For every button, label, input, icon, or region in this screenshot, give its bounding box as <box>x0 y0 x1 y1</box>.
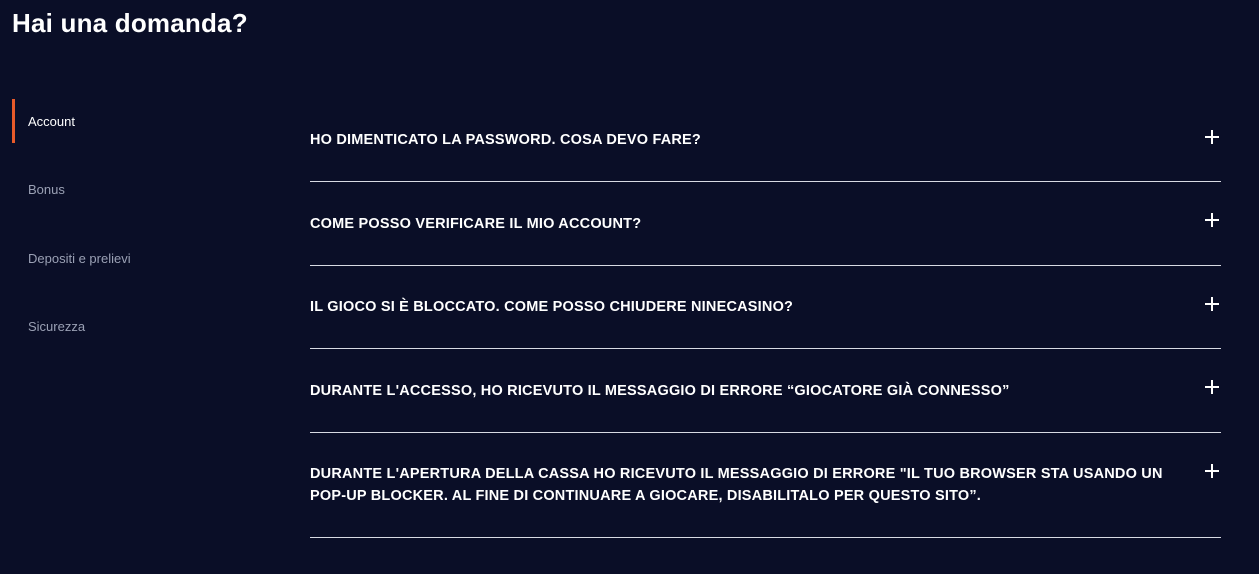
page-title: Hai una domanda? <box>12 8 248 38</box>
sidebar-item-bonus[interactable] <box>12 168 252 212</box>
sidebar-item-label: Depositi e prelievi <box>28 250 131 266</box>
plus-icon[interactable] <box>1205 380 1219 394</box>
plus-icon[interactable] <box>1205 464 1219 478</box>
faq-item-verify-account[interactable] <box>310 182 1221 266</box>
faq-question: IL GIOCO SI È BLOCCATO. COME POSSO CHIUDERE NINECASINO? <box>310 299 794 315</box>
sidebar-item-account[interactable] <box>12 99 252 143</box>
sidebar-item-label: Account <box>28 113 75 129</box>
sidebar-item-label: Bonus <box>28 182 65 197</box>
faq-accordion <box>310 99 1221 538</box>
faq-question: DURANTE L'APERTURA DELLA CASSA HO RICEVUTO IL MESSAGGIO DI ERRORE "IL TUO BROWSER STA USANDO UN POP-UP BLOCKER. AL FINE DI CONTINUARE A GIOCARE, DISABILITALO PER QUESTO SITO”. <box>310 466 1163 504</box>
plus-icon[interactable] <box>1205 213 1219 227</box>
faq-item-popup-blocker[interactable] <box>310 433 1221 538</box>
faq-question: HO DIMENTICATO LA PASSWORD. COSA DEVO FARE? <box>310 132 701 148</box>
plus-icon[interactable] <box>1205 130 1219 144</box>
sidebar-item-label: Sicurezza <box>28 319 86 334</box>
faq-item-player-already-connected[interactable] <box>310 349 1221 433</box>
faq-question: DURANTE L'ACCESSO, HO RICEVUTO IL MESSAGGIO DI ERRORE “GIOCATORE GIÀ CONNESSO” <box>310 382 1010 399</box>
faq-category-sidebar <box>12 99 252 373</box>
faq-item-game-frozen[interactable] <box>310 266 1221 349</box>
sidebar-item-deposits-withdrawals[interactable] <box>12 236 252 280</box>
plus-icon[interactable] <box>1205 297 1219 311</box>
sidebar-item-security[interactable] <box>12 305 252 349</box>
faq-question: COME POSSO VERIFICARE IL MIO ACCOUNT? <box>310 215 642 232</box>
faq-item-forgot-password[interactable] <box>310 99 1221 182</box>
